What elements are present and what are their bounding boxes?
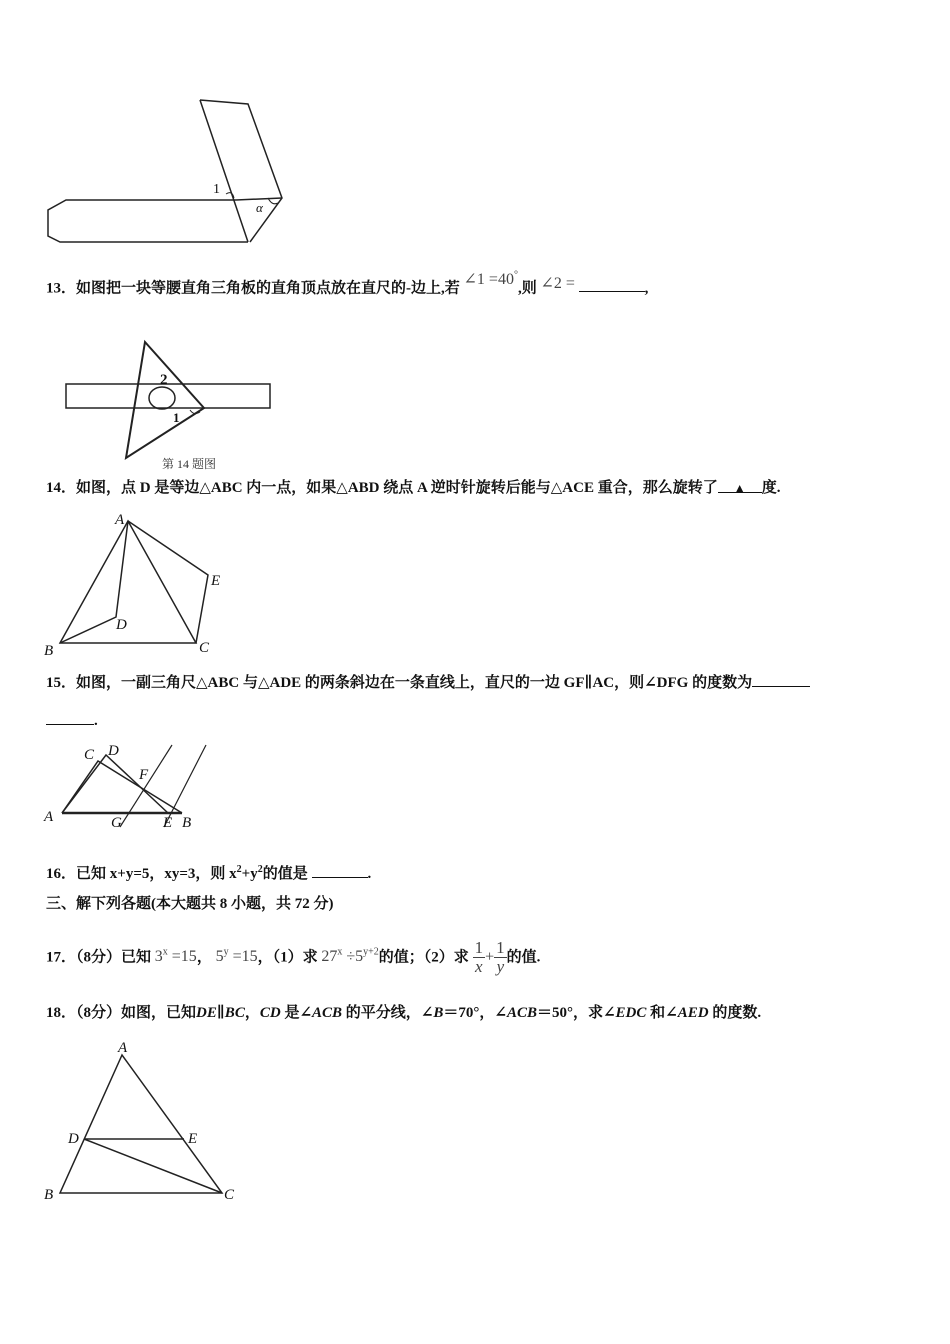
fig13-caption: 第 14 题图 [162,457,217,471]
q14-text-b: 度. [761,480,781,496]
q14-text-a: 如图，点 D 是等边△ABC 内一点，如果△ABD 绕点 A 逆时针旋转后能与△ACE 重合，那么旋转了 [76,480,718,496]
triangle-ade [62,755,168,813]
fig13-label-2: 2 [160,372,168,388]
q17-frac-1-over-y: $\frac{1}{y}$ [496,938,505,977]
section-3-title: 三、解下列各题(本大题共 8 小题，共 72 分) [46,896,334,912]
question-16: 16．已知 x+y=5，xy=3，则 $x^2+y^2$的值是 . [46,864,372,882]
q13-ask: ∠2 = [540,275,575,293]
fig18-label-d: D [68,1131,79,1147]
figure-q15-set-squares [0,735,950,835]
fig15-label-f: F [139,767,149,783]
q13-text-b: ,则 [517,280,537,297]
q16-number: 16． [46,866,77,882]
q13-number: 13． [46,280,77,297]
figure-q14-equilateral [0,505,950,660]
q15-answer-blank-line1[interactable] [752,672,810,687]
figure-folded-strip [0,0,950,260]
fig-top-label-1: 1 [213,182,220,197]
q13-answer-blank[interactable] [579,277,645,292]
segment-dc [84,1139,222,1193]
q14-number: 14． [46,480,77,496]
q17-math-3x: $3^x =15$ [154,947,197,966]
fig15-label-e: E [163,815,173,831]
question-18: 18．（8分）如图，已知DE∥BC，CD 是∠ACB 的平分线，∠B＝70°，∠ACB＝50°，求∠EDC 和∠AED 的度数. [46,1005,762,1021]
q18-number: 18． [46,1005,77,1021]
q15-number: 15． [46,675,77,691]
fig18-label-e: E [188,1131,198,1147]
strip-fold-edge [200,100,248,242]
fig15-label-g: G [111,815,122,831]
q17-frac-1-over-x: $\frac{1}{x}$ [474,938,484,977]
fig14-label-a: A [115,512,125,528]
fig15-label-c: C [84,747,95,763]
q16-answer-blank[interactable] [312,863,368,878]
q15-text: 如图，一副三角尺△ABC 与△ADE 的两条斜边在一条直线上，直尺的一边 GF∥AC，则∠DFG 的度数为 [76,675,753,691]
fig15-label-b: B [182,815,192,831]
strip-outline [48,200,248,242]
triangle-abc [62,761,182,813]
q13-text-a: 如图把一块等腰直角三角板的直角顶点放在直尺的-边上,若 [76,280,460,297]
fig14-label-e: E [211,573,221,589]
figure-q18-triangle [0,1035,950,1210]
question-13: 13．如图把一块等腰直角三角板的直角顶点放在直尺的-边上,若 ∠1 =40°,则 ∠2 = , [46,270,649,297]
segment-ae-ec [128,521,208,643]
q13-condition: ∠1 =40° [463,270,518,289]
figure-q13-triangle-ruler [0,330,950,471]
question-15 [46,672,810,693]
question-17: 17．（8分）已知 $3^x =15$， $5^y =15$，（1）求 $27^x \div 5^{y+2}$的值；（2）求 $\frac{1}{x}$ + $\frac{1}{y}$ 的值. [46,938,541,977]
fig18-label-c: C [224,1187,235,1203]
fig18-label-b: B [44,1187,54,1203]
fig18-label-a: A [118,1040,128,1056]
q14-answer-blank[interactable] [718,478,762,493]
fig-top-label-alpha: α [256,200,263,215]
fig14-label-d: D [116,617,127,633]
fig13-label-1: 1 [173,410,180,425]
triangle-hole [149,387,175,409]
q17-math-5y: $5^y =15$ [215,947,258,966]
fig15-label-d: D [108,743,119,759]
q17-number: 17． [46,949,77,966]
q15-answer-blank-line2[interactable] [46,710,94,725]
q17-math-27x: $27^x \div 5^{y+2}$ [321,947,379,966]
question-14 [46,478,781,498]
fig14-label-b: B [44,643,54,659]
triangle-plate [126,342,204,458]
q14-answer-marker: ▲ [733,481,746,495]
fig15-label-a: A [44,809,54,825]
triangle-abc [60,521,196,643]
fig14-label-c: C [199,640,210,656]
triangle-abc [60,1055,222,1193]
question-15-cont: . [46,710,98,731]
